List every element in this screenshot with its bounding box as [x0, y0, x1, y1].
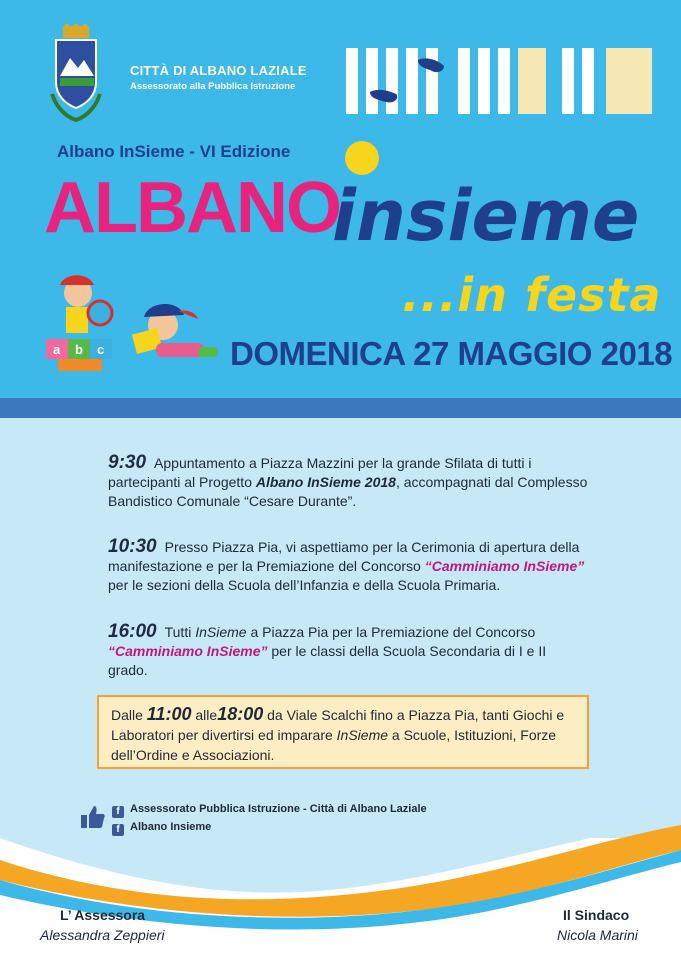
- highlight-time-end: 18:00: [217, 704, 264, 724]
- event-text: Tutti: [164, 624, 196, 640]
- logo-insieme: [322, 138, 652, 268]
- facebook-label: Albano Insieme: [130, 821, 212, 833]
- event-date: DOMENICA 27 MAGGIO 2018: [230, 335, 673, 372]
- highlight-emphasis: InSieme: [336, 727, 389, 743]
- event-text: per le sezioni della Scuola dell’Infanzia e della Scuola Primaria.: [108, 577, 501, 593]
- facebook-link-assessorato[interactable]: [112, 803, 427, 818]
- facebook-icon: f: [112, 806, 124, 818]
- abc-block-label-1: b: [75, 342, 83, 357]
- signature-left-name: Alessandra Zeppieri: [40, 927, 165, 943]
- city-title: CITTÀ DI ALBANO LAZIALE: [130, 63, 307, 78]
- thumbs-up-icon: [80, 804, 106, 830]
- highlight-text: alle: [191, 707, 218, 723]
- event-emphasis: “Camminiamo InSieme”: [424, 558, 585, 574]
- kids-illustration-icon: [38, 265, 223, 380]
- event-text: Appuntamento a Piazza Mazzini per la grande Sfilata di tutti i partecipanti al Progetto: [108, 455, 532, 490]
- logo-festa-text: ...in festa: [402, 268, 662, 322]
- highlight-time-start: 11:00: [146, 704, 192, 724]
- event-time: 9:30: [108, 452, 147, 473]
- event-emphasis: Albano InSieme 2018: [255, 474, 396, 490]
- event-text: Presso Piazza Pia, vi aspettiamo per la Cerimonia di apertura della manifestazione e per la Premiazione del Concorso: [108, 539, 580, 574]
- logo-insieme-text: insieme: [332, 175, 640, 257]
- highlight-text: a Scuole, Istituzioni, Forze dell’Ordine e Associazioni.: [111, 727, 557, 763]
- city-crest-icon: [48, 24, 104, 124]
- facebook-label: Assessorato Pubblica Istruzione - Città di Albano Laziale: [130, 803, 427, 815]
- logo-albano-text: ALBANO: [44, 168, 340, 248]
- crosswalk-stripes-icon: [346, 48, 652, 114]
- event-emphasis: “Camminiamo InSieme”: [108, 643, 268, 659]
- abc-block-label-0: a: [53, 342, 61, 357]
- divider-band: [0, 398, 681, 418]
- signature-right-role: Il Sindaco: [563, 907, 630, 923]
- highlight-text: Dalle: [111, 707, 147, 723]
- event-time: 16:00: [108, 621, 157, 642]
- abc-block-label-2: c: [97, 342, 105, 357]
- event-text: per le classi della Scuola Secondaria di I e II grado.: [108, 643, 547, 678]
- event-item-1600: [108, 622, 584, 680]
- facebook-link-albano-insieme[interactable]: [112, 821, 211, 836]
- abc-blocks: [46, 339, 112, 371]
- event-item-1030: [108, 537, 586, 595]
- facebook-icon: f: [112, 824, 124, 836]
- signature-left-role: L’ Assessora: [60, 907, 146, 923]
- event-time: 10:30: [108, 536, 157, 557]
- event-text: , accompagnati dal Complesso Bandistico Comunale “Cesare Durante”.: [108, 474, 588, 509]
- city-subtitle: Assessorato alla Pubblica Istruzione: [130, 81, 296, 92]
- edition-label: Albano InSieme - VI Edizione: [57, 142, 291, 161]
- event-text: a Piazza Pia per la Premiazione del Concorso: [246, 624, 536, 640]
- highlight-box: [97, 695, 589, 769]
- highlight-text: da Viale Scalchi fino a Piazza Pia, tanti Giochi e Laboratori per divertirsi ed imparare: [111, 707, 565, 743]
- event-item-0930: [108, 453, 598, 511]
- logo-sun-icon: [345, 141, 379, 175]
- event-emphasis: InSieme: [195, 624, 247, 640]
- signature-right-name: Nicola Marini: [557, 927, 638, 943]
